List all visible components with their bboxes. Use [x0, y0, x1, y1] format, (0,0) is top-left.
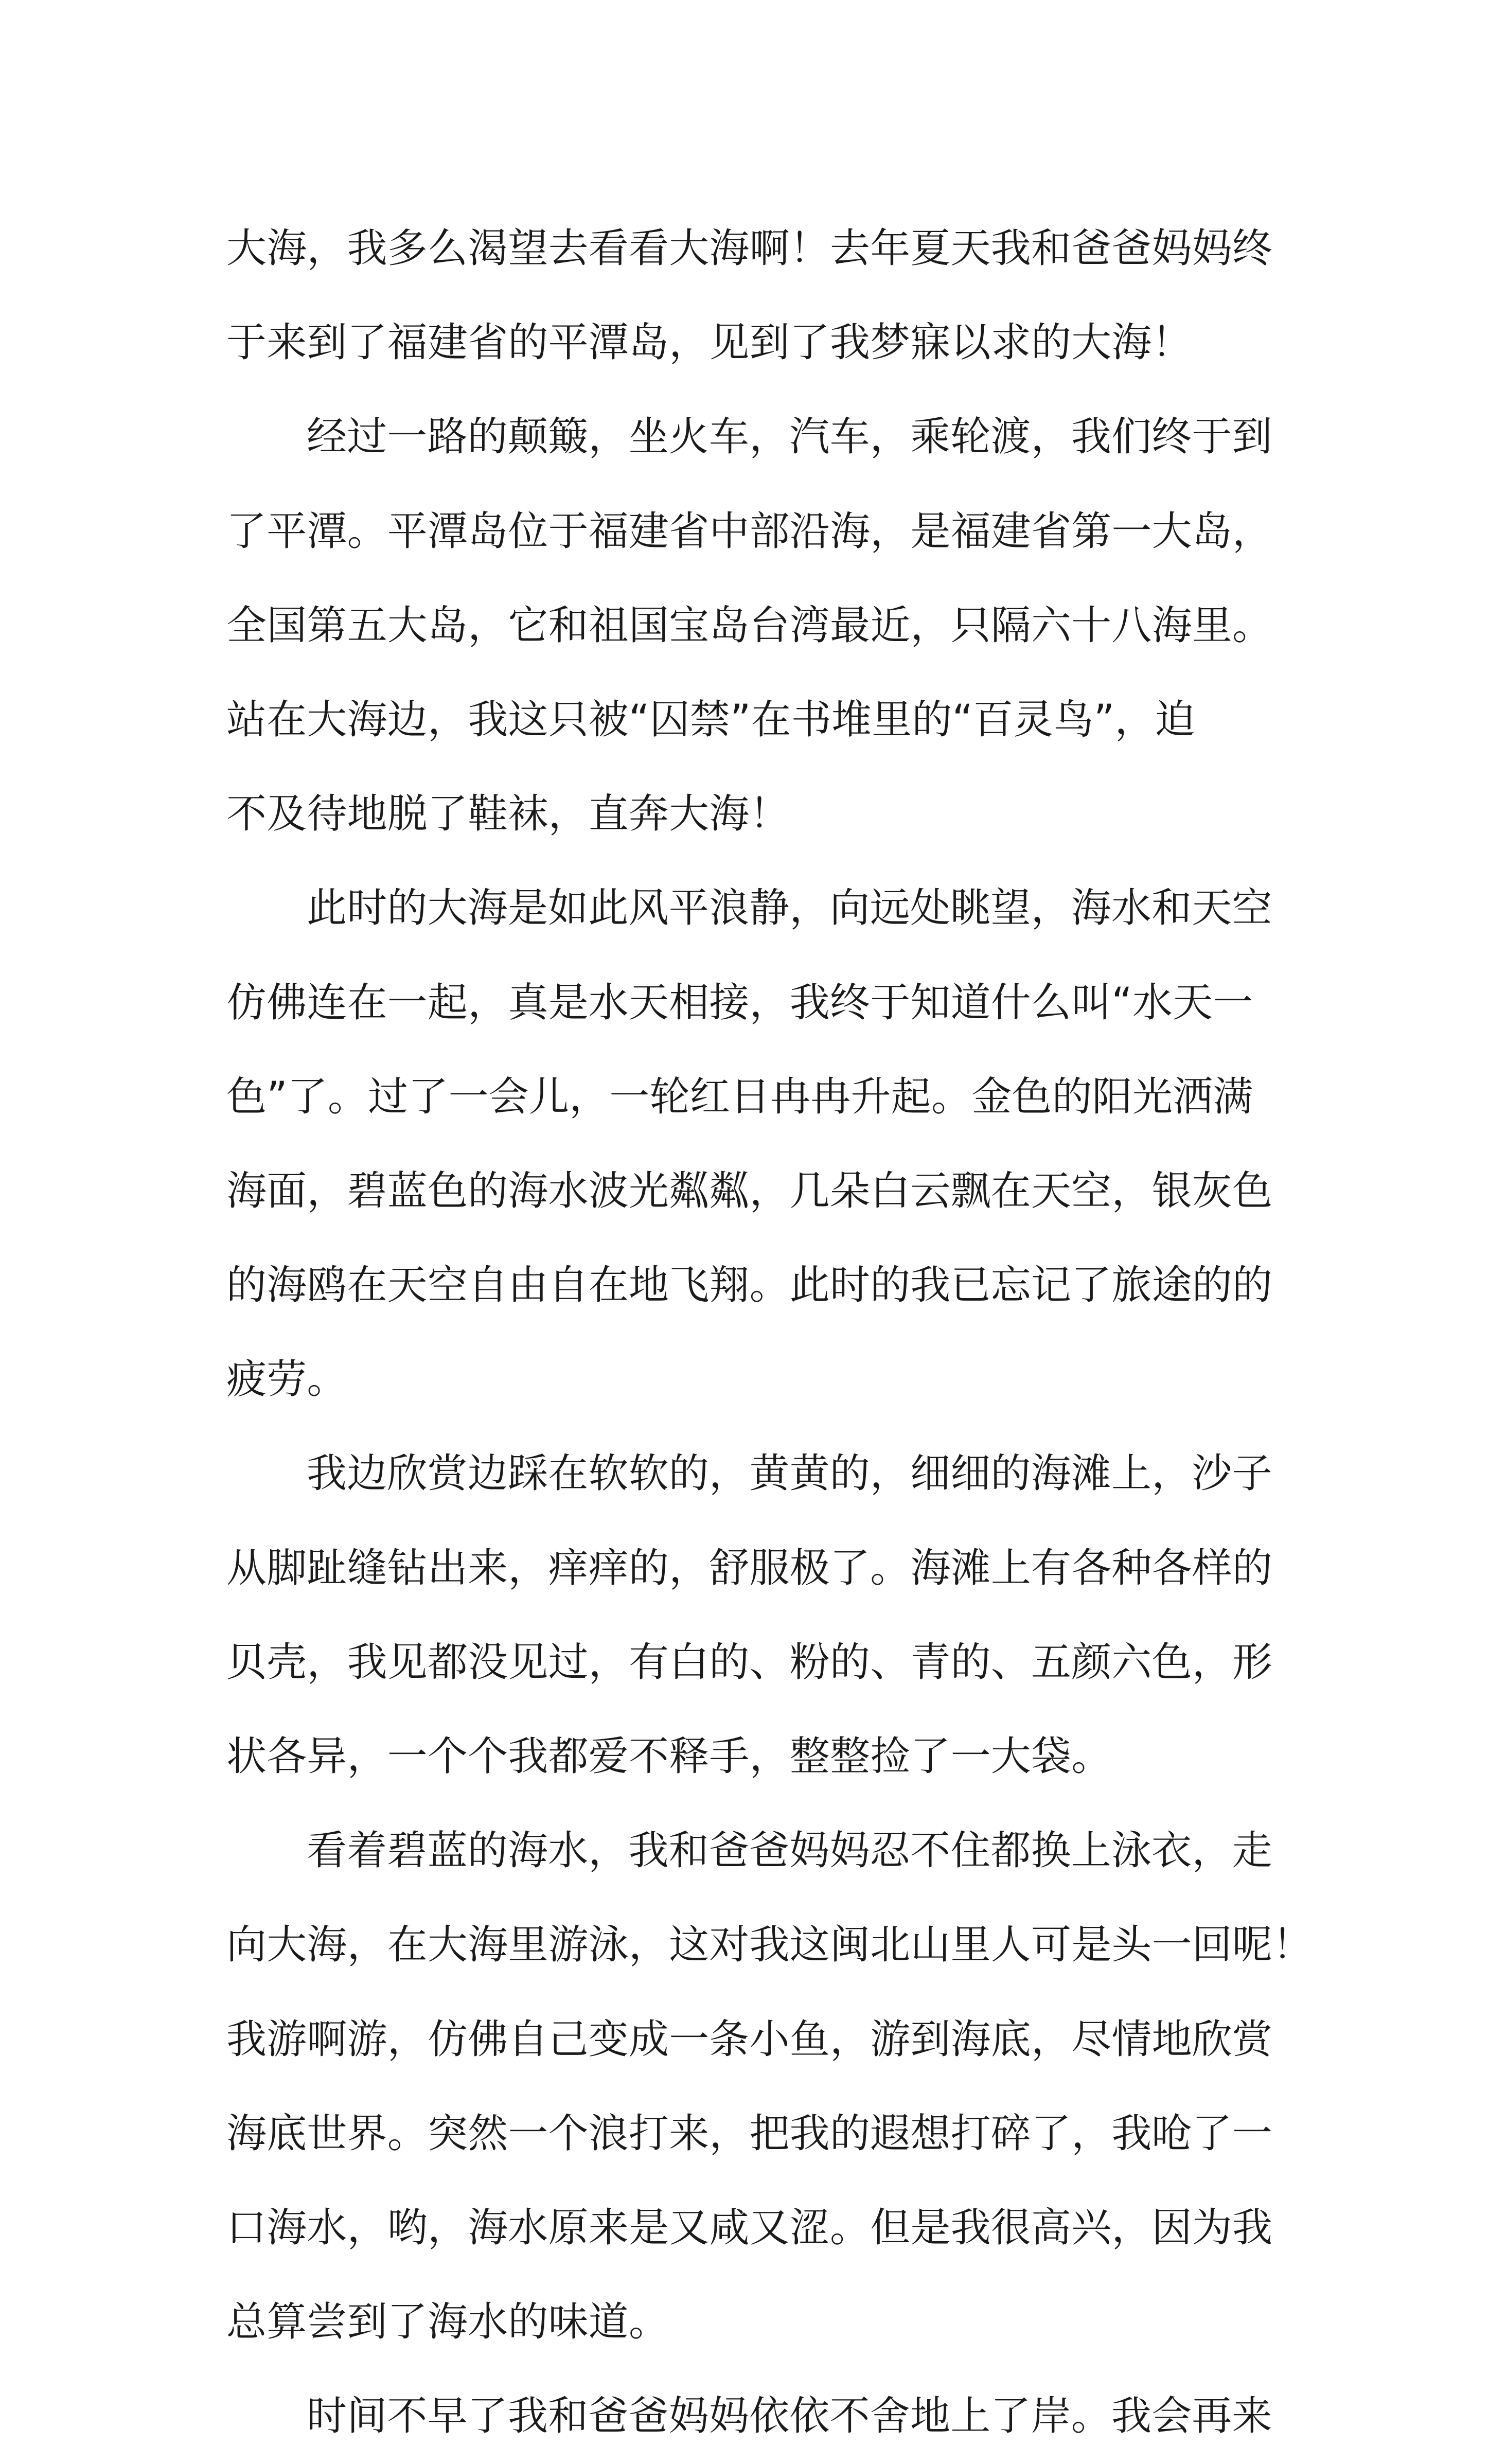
text-line: 大海，我多么渴望去看看大海啊！去年夏天我和爸爸妈妈终: [226, 225, 1273, 272]
text-line: 总算尝到了海水的味道。: [226, 2299, 669, 2346]
text-line: 从脚趾缝钻出来，痒痒的，舒服极了。海滩上有各种各样的: [226, 1545, 1273, 1591]
text-line: 我游啊游，仿佛自己变成一条小鱼，游到海底，尽情地欣赏: [226, 2016, 1273, 2063]
paragraph-4: [226, 1427, 1276, 1804]
text-line: 经过一路的颠簸，坐火车，汽车，乘轮渡，我们终于到: [307, 414, 1272, 460]
text-line: 海底世界。突然一个浪打来，把我的遐想打碎了，我呛了一: [226, 2110, 1273, 2157]
text-line: 贝壳，我见都没见过，有白的、粉的、青的、五颜六色，形: [226, 1639, 1273, 1686]
text-line: 全国第五大岛，它和祖国宝岛台湾最近，只隔六十八海里。: [226, 602, 1273, 649]
paragraph-2: [226, 390, 1276, 861]
paragraph-6: [226, 2369, 1276, 2463]
text-line: 疲劳。: [226, 1356, 347, 1403]
text-line: 不及待地脱了鞋袜，直奔大海！: [226, 791, 790, 838]
text-line: 了平潭。平潭岛位于福建省中部沿海，是福建省第一大岛，: [226, 508, 1273, 555]
text-line: 色”了。过了一会儿，一轮红日冉冉升起。金色的阳光洒满: [226, 1073, 1253, 1120]
paragraph-1: [226, 202, 1276, 390]
text-line: 向大海，在大海里游泳，这对我这闽北山里人可是头一回呢！: [226, 1922, 1313, 1969]
text-line: 站在大海边，我这只被“囚禁”在书堆里的“百灵鸟”，迫: [226, 696, 1195, 743]
text-line: 于来到了福建省的平潭岛，见到了我梦寐以求的大海！: [226, 320, 1192, 366]
text-line: 仿佛连在一起，真是水天相接，我终于知道什么叫“水天一: [226, 979, 1253, 1026]
paragraph-3: [226, 861, 1276, 1427]
text-line: 的海鸥在天空自由自在地飞翔。此时的我已忘记了旅途的的: [226, 1262, 1273, 1309]
text-line: 海面，碧蓝色的海水波光粼粼，几朵白云飘在天空，银灰色: [226, 1167, 1273, 1214]
text-line: 状各异，一个个我都爱不释手，整整捡了一大袋。: [226, 1733, 1112, 1780]
text-line: 看着碧蓝的海水，我和爸爸妈妈忍不住都换上泳衣，走: [307, 1828, 1272, 1874]
text-line: 口海水，哟，海水原来是又咸又涩。但是我很高兴，因为我: [226, 2204, 1273, 2251]
essay-body: [226, 202, 1313, 2464]
text-line: 此时的大海是如此风平浪静，向远处眺望，海水和天空: [307, 885, 1272, 932]
paragraph-5: [226, 1804, 1313, 2369]
text-line: 时间不早了我和爸爸妈妈依依不舍地上了岸。我会再来: [307, 2393, 1272, 2440]
text-line: 我边欣赏边踩在软软的，黄黄的，细细的海滩上，沙子: [307, 1450, 1272, 1497]
